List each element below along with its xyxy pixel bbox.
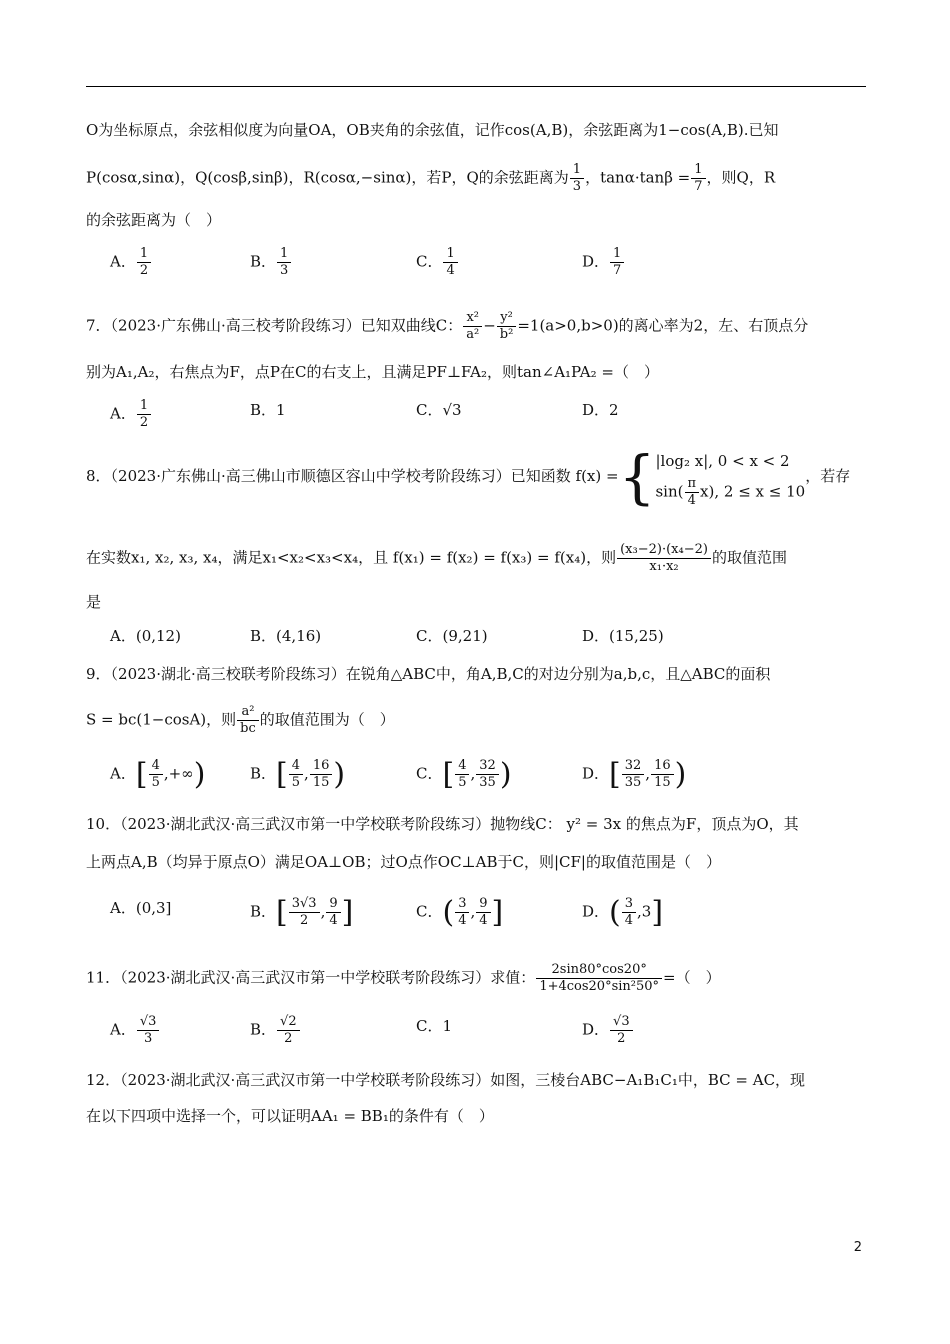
q7-line2: 别为A₁,A₂，右焦点为F，点P在C的右支上，且满足PF⊥FA₂，则tan∠A₁PA₂ =（ ） [86,363,659,381]
q7-option-c[interactable]: C．√3 [416,401,462,419]
q11-option-c[interactable]: C．1 [416,1017,453,1035]
q8-option-c[interactable]: C．(9,21) [416,627,488,645]
q10-line2: 上两点A,B（均异于原点O）满足OA⊥OB；过O点作OC⊥AB于C，则|CF|的取值范围是（ ） [86,853,721,871]
q8-option-a[interactable]: A．(0,12) [110,627,181,645]
q8-options [110,624,830,664]
q6-line3: 的余弦距离为（ ） [86,211,222,229]
q9-fraction: $\frac{\text{a²}}{bc}$ [237,704,259,737]
q9-option-d[interactable]: D．[ $\frac{32}{35}$ , $\frac{16}{15}$ ) [582,756,687,792]
q8-line1: 8．（2023·广东佛山·高三佛山市顺德区容山中学校考阶段练习）已知函数 f(x) ={ |log₂ x|, 0 < x < 2 sin( $\frac{\pi}{4}$ x), 2 ≤ x ≤ 10 ，若存 [86,443,851,511]
q6-option-c[interactable]: C． $\frac{1}{4}$ [416,246,459,279]
q8-option-b[interactable]: B．(4,16) [250,627,322,645]
q7-fraction-x: $\frac{\text{x²}}{\text{a²}}$ [463,310,482,343]
q7-options [110,398,830,438]
q6-fraction-1: $\frac{1}{3}$ [570,162,584,195]
q6-line1: O为坐标原点，余弦相似度为向量OA，OB夹角的余弦值，记作cos(A,B)，余弦距离为1−cos(A,B).已知 [86,121,779,139]
q7-option-a[interactable]: A． $\frac{1}{2}$ [110,398,152,431]
q9-option-a[interactable]: A．[ $\frac{4}{5}$ ,+∞) [110,756,206,792]
q10-option-d[interactable]: D．( $\frac{3}{4}$ ,3] [582,894,664,930]
q7-option-d[interactable]: D．2 [582,401,619,419]
q12-line2: 在以下四项中选择一个，可以证明AA₁ = BB₁的条件有（ ） [86,1107,494,1125]
page-number: 2 [853,1240,862,1255]
q9-option-b[interactable]: B．[ $\frac{4}{5}$ , $\frac{16}{15}$ ) [250,756,346,792]
q9-options [110,758,830,798]
q11-fraction: $\frac{2\sin 80^\circ\cos 20^\circ}{\text{1+4cos20°sin²50°}}$ [536,962,662,995]
q9-option-c[interactable]: C．[ $\frac{4}{5}$ , $\frac{32}{35}$ ) [416,756,512,792]
q10-option-c[interactable]: C．( $\frac{3}{4}$ , $\frac{9}{4}$ ] [416,894,504,930]
q8-line3: 是 [86,593,102,611]
q6-fraction-2: $\frac{1}{7}$ [691,162,705,195]
q8-option-d[interactable]: D．(15,25) [582,627,664,645]
q6-option-d[interactable]: D． $\frac{1}{7}$ [582,246,625,279]
q6-line2: P(cosα,sinα)，Q(cosβ,sinβ)，R(cosα,−sinα)，若P，Q的余弦距离为 $\frac{1}{3}$ ，tanα·tanβ = $\frac{1}{7}$ ，则Q，R [86,162,776,194]
q11-line1: 11．（2023·湖北武汉·高三武汉市第一中学校联考阶段练习）求值： $\frac{2\sin 80^\circ\cos 20^\circ}{\text{1+4cos20°sin²50°}}$ =（ ） [86,962,721,994]
q7-fraction-y: $\frac{\text{y²}}{\text{b²}}$ [497,310,517,343]
q8-fraction: $\frac{\text{(x₃−2)·(x₄−2)}}{\text{x₁·x₂}}$ [617,542,711,575]
q10-options [110,896,830,936]
q6-options [110,246,830,286]
q6-option-a[interactable]: A． $\frac{1}{2}$ [110,246,152,279]
q8-piecewise: |log₂ x|, 0 < x < 2 sin( $\frac{\pi}{4}$ x), 2 ≤ x ≤ 10 [655,451,806,508]
q7-line1: 7．（2023·广东佛山·高三校考阶段练习）已知双曲线C： $\frac{\text{x²}}{\text{a²}}$ − $\frac{\text{y²}}{\text{b²}}$ =1(a>0,b>0)的离心率为2，左、右顶点分 [86,310,809,342]
header-rule [86,86,866,87]
q9-line2: S = bc(1−cosA)，则 $\frac{\text{a²}}{bc}$ 的取值范围为（ ） [86,704,395,736]
q8-line2: 在实数x₁, x₂, x₃, x₄，满足x₁<x₂<x₃<x₄，且 f(x₁) = f(x₂) = f(x₃) = f(x₄)，则 $\frac{\text{(x₃−2)·(x₄−2)}}{\text{x₁·x₂}}$ 的取值范围 [86,542,787,574]
q7-option-b[interactable]: B．1 [250,401,286,419]
q10-option-b[interactable]: B．[ $\frac{3√3}{2}$ , $\frac{9}{4}$ ] [250,894,354,930]
q10-option-a[interactable]: A．(0,3] [110,899,172,917]
q8-brace: { [618,443,656,511]
q11-option-a[interactable]: A． $\frac{√3}{3}$ [110,1014,160,1047]
q11-option-d[interactable]: D． $\frac{√3}{2}$ [582,1014,634,1047]
q11-option-b[interactable]: B． $\frac{√2}{2}$ [250,1014,301,1047]
q9-line1: 9．（2023·湖北·高三校联考阶段练习）在锐角△ABC中，角A,B,C的对边分别为a,b,c，且△ABC的面积 [86,665,771,683]
q6-option-b[interactable]: B． $\frac{1}{3}$ [250,246,292,279]
q12-line1: 12．（2023·湖北武汉·高三武汉市第一中学校联考阶段练习）如图，三棱台ABC−A₁B₁C₁中，BC = AC，现 [86,1071,806,1089]
q11-options [110,1014,830,1054]
q10-line1: 10．（2023·湖北武汉·高三武汉市第一中学校联考阶段练习）抛物线C： y² = 3x 的焦点为F，顶点为O，其 [86,815,799,833]
